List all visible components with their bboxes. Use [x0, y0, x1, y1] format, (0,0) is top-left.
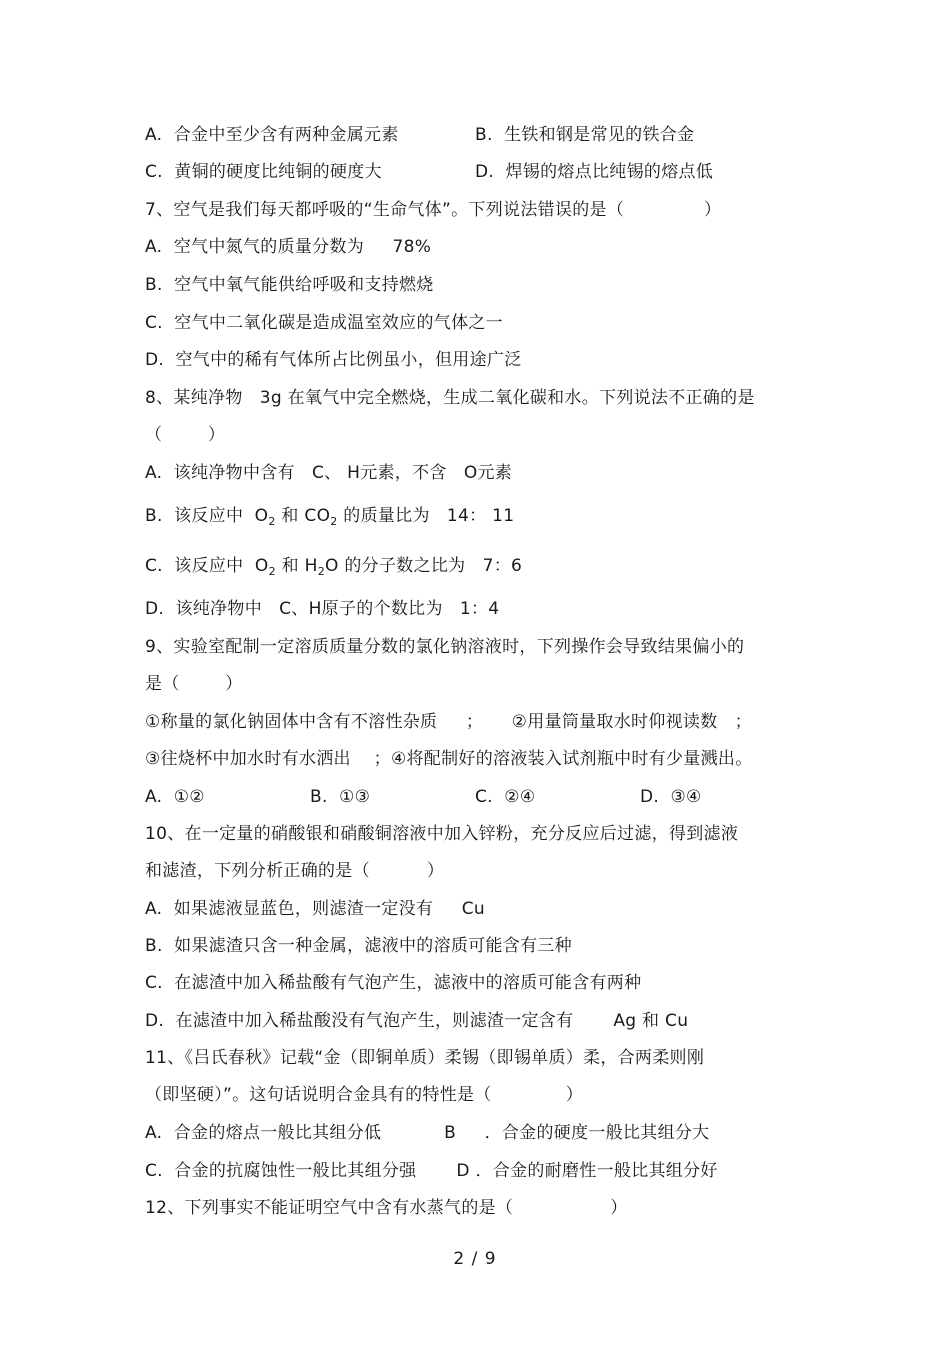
- q6-option-b: B. 生铁和钢是常见的铁合金: [475, 125, 695, 145]
- q7-option-c: C. 空气中二氧化碳是造成温室效应的气体之一: [145, 313, 503, 333]
- q11-stem-line2: （即坚硬）”。这句话说明合金具有的特性是（ ）: [145, 1085, 584, 1105]
- q10-option-a: A. 如果滤液显蓝色，则滤渣一定没有 Cu: [145, 899, 486, 919]
- q8-option-a: A. 该纯净物中含有 C、 H元素，不含 O元素: [145, 463, 513, 483]
- q11-options-cd: C. 合金的抗腐蚀性一般比其组分强 D ．合金的耐磨性一般比其组分好: [145, 1161, 718, 1181]
- q9-condition-line1: ①称量的氯化钠固体中含有不溶性杂质 ； ②用量筒量取水时仰视读数 ；: [145, 712, 752, 732]
- q9-option-a: A. ①②: [145, 787, 205, 807]
- q9-option-c: C. ②④: [475, 787, 536, 807]
- q7-option-b: B. 空气中氧气能供给呼吸和支持燃烧: [145, 275, 434, 295]
- q12-stem: 12、下列事实不能证明空气中含有水蒸气的是（ ）: [145, 1198, 628, 1218]
- q9-option-b: B. ①③: [310, 787, 371, 807]
- q10-option-b: B. 如果滤渣只含一种金属，滤液中的溶质可能含有三种: [145, 936, 572, 956]
- q10-stem-line2: 和滤渣，下列分析正确的是（ ）: [145, 861, 445, 881]
- q8-option-c: C. 该反应中 $O_2$ 和 $H_2O$ 的分子数之比为 7：6: [145, 556, 523, 578]
- q11-stem-line1: 11、《吕氏春秋》记载“金（即铜单质）柔锡（即锡单质）柔，合两柔则刚: [145, 1048, 705, 1068]
- q7-option-d: D. 空气中的稀有气体所占比例虽小，但用途广泛: [145, 350, 522, 370]
- q6-option-c: C. 黄铜的硬度比纯铜的硬度大: [145, 162, 382, 182]
- q9-stem-line2: 是（ ）: [145, 674, 243, 694]
- q8-stem-line1: 8、某纯净物 3g 在氧气中完全燃烧，生成二氧化碳和水。下列说法不正确的是: [145, 388, 755, 408]
- q7-stem: 7、空气是我们每天都呼吸的“生命气体”。下列说法错误的是（ ）: [145, 200, 722, 220]
- q7-option-a: A. 空气中氮气的质量分数为 78%: [145, 237, 432, 257]
- q6-option-a: A. 合金中至少含有两种金属元素: [145, 125, 399, 145]
- q8-stem-line2: （ ）: [145, 425, 226, 445]
- q9-condition-line2: ③往烧杯中加水时有水洒出 ；④将配制好的溶液装入试剂瓶中时有少量溅出。: [145, 749, 753, 769]
- q6-option-d: D. 焊锡的熔点比纯锡的熔点低: [475, 162, 714, 182]
- page-number: 2 / 9: [453, 1249, 497, 1269]
- q11-options-ab: A. 合金的熔点一般比其组分低 B ．合金的硬度一般比其组分大: [145, 1123, 710, 1143]
- q9-option-d: D. ③④: [640, 787, 702, 807]
- q8-option-d: D. 该纯净物中 C、H原子的个数比为 1：4: [145, 599, 500, 619]
- q10-option-d: D. 在滤渣中加入稀盐酸没有气泡产生，则滤渣一定含有 Ag 和 Cu: [145, 1011, 689, 1031]
- q9-stem-line1: 9、实验室配制一定溶质质量分数的氯化钠溶液时，下列操作会导致结果偏小的: [145, 637, 745, 657]
- q8-option-b: B. 该反应中 $O_2$ 和 $CO_2$ 的质量比为 14： 11: [145, 506, 515, 528]
- q10-stem-line1: 10、在一定量的硝酸银和硝酸铜溶液中加入锌粉，充分反应后过滤，得到滤液: [145, 824, 739, 844]
- q10-option-c: C. 在滤渣中加入稀盐酸有气泡产生，滤液中的溶质可能含有两种: [145, 973, 642, 993]
